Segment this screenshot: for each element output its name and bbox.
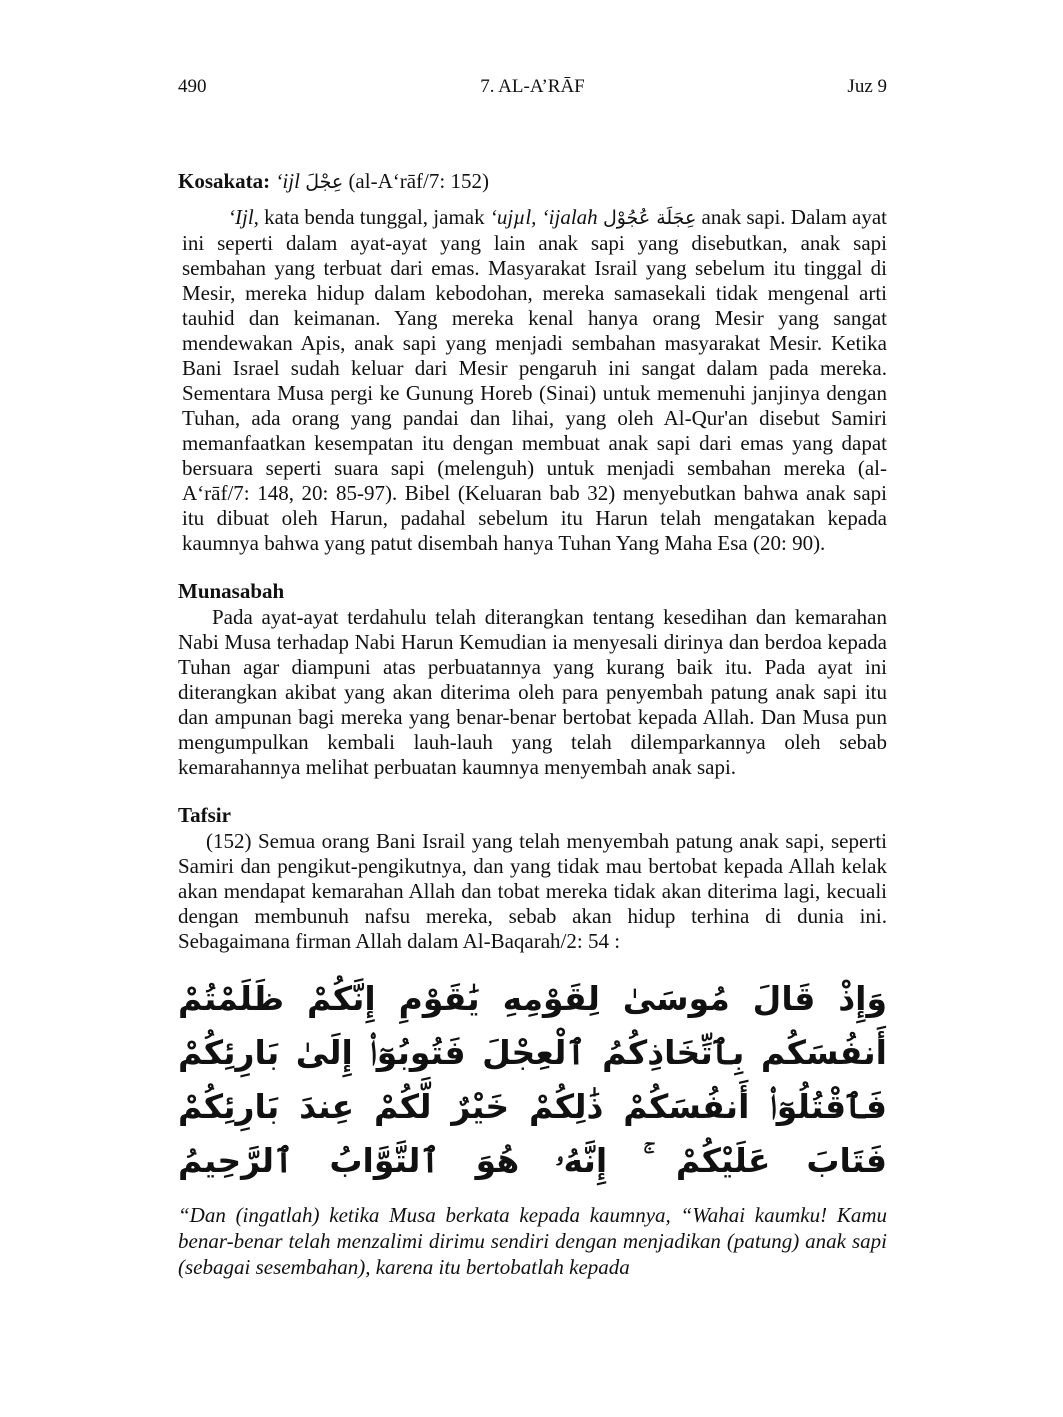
running-header [178,76,887,102]
juz-label: Juz 9 [847,76,887,97]
kosakata-paragraph [182,205,887,556]
tafsir-heading: Tafsir [178,803,231,827]
kosakata-lead-term: ‘Ijl, [228,205,259,229]
kosakata-term: ‘ijl [275,169,300,193]
munasabah-paragraph: Pada ayat-ayat terdahulu telah diterangkan tentang kesedihan dan kemarahan Nabi Musa terhadap Nabi Harun Kemudian ia menyesali dirinya dan berdoa kepada Tuhan agar diampuni atas perbuatannya yang kurang baik itu. Pada ayat ini diterangkan akibat yang akan diterima oleh para penyembah patung anak sapi itu dan ampunan bagi mereka yang benar-benar bertobat kepada Allah. Dan Musa pun mengumpulkan kembali lauh-lauh yang telah dilemparkannya oleh sebab kemarahannya melihat perbuatan kaumnya menyembah anak sapi. [178,605,887,779]
kosakata-paragraph-rest: anak sapi. Dalam ayat ini seperti dalam ayat-ayat yang lain anak sapi yang disebutkan, anak sapi sembahan yang terbuat dari emas. Masyarakat Israil yang sebelum itu tinggal di Mesir, mereka hidup dalam kebodohan, mereka samasekali tidak mengenal arti tauhid dan keimanan. Yang mereka kenal hanya orang Mesir yang sangat mendewakan Apis, anak sapi yang menjadi sembahan masyarakat Mesir. Ketika Bani Israel sudah keluar dari Mesir pengaruh ini sangat dalam pada mereka. Sementara Musa pergi ke Gunung Horeb (Sinai) untuk memenuhi janjinya dengan Tuhan, ada orang yang pandai dan lihai, yang oleh Al-Qur'an disebut Samiri memanfaatkan kesempatan itu dengan membuat anak sapi dari emas yang dapat bersuara seperti suara sapi (melenguh) untuk menjadi sembahan mereka (al-A‘rāf/7: 148, 20: 85-97). Bibel (Keluaran bab 32) menyebutkan bahwa anak sapi itu dibuat oleh Harun, padahal sebelum itu Harun telah mengatakan kepada kaumnya bahwa yang patut disembah hanya Tuhan Yang Maha Esa (20: 90). [182,205,888,555]
kosakata-arabic: عِجْلَ [305,171,344,193]
kosakata-lead-rest: kata benda tunggal, jamak [258,205,490,229]
tafsir-paragraph: (152) Semua orang Bani Israil yang telah menyembah patung anak sapi, seperti Samiri dan pengikut-pengikutnya, dan yang tidak mau bertobat kepada Allah kelak akan mendapat kemarahan Allah dan tobat mereka tidak akan diterima lagi, kecuali dengan membunuh nafsu mereka, sebab akan hidup terhina di dunia ini. Sebagaimana firman Allah dalam Al-Baqarah/2: 54 : [178,829,887,953]
kosakata-plural-2: ‘ijalah [536,205,598,229]
kosakata-plural-1: ‘ujµl, [489,205,537,229]
kosakata-heading [178,166,887,197]
verse-translation: “Dan (ingatlah) ketika Musa berkata kepada kaumnya, “Wahai kaumku! Kamu benar-benar telah menzalimi dirimu sendiri dengan menjadikan (patung) anak sapi (sebagai sesembahan), karena itu bertobatlah kepada [178,1203,887,1279]
kosakata-reference: (al-A‘rāf/7: 152) [348,169,489,193]
kosakata-plural-arabic: عِجَلَة عُجُوْل [602,207,697,229]
chapter-title: 7. AL-A’RĀF [480,76,585,97]
kosakata-body [178,205,887,556]
page-number: 490 [178,76,207,97]
kosakata-label: Kosakata: [178,169,271,193]
page-content [178,166,887,1280]
munasabah-heading: Munasabah [178,579,285,603]
quran-verse: وَإِذْ قَالَ مُوسَىٰ لِقَوْمِهِ يَٰقَوْمِ إِنَّكُمْ ظَلَمْتُمْ أَنفُسَكُم بِٱتِّخَاذِكُمُ ٱلْعِجْلَ فَتُوبُوٓا۟ إِلَىٰ بَارِئِكُمْ فَٱقْتُلُوٓا۟ أَنفُسَكُمْ ذَٰلِكُمْ خَيْرٌ لَّكُمْ عِندَ بَارِئِكُمْ فَتَابَ عَلَيْكُمْ ۚ إِنَّهُۥ هُوَ ٱلتَّوَّابُ ٱلرَّحِيمُ [178,979,887,1180]
